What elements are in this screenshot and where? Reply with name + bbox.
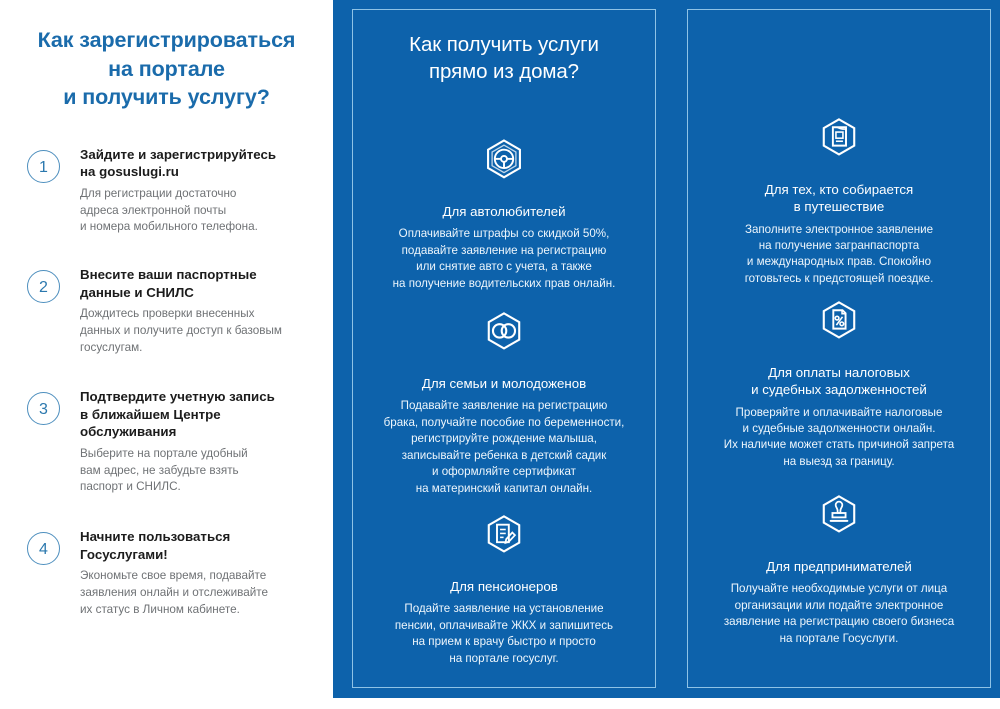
service-card-pensioners [363, 512, 645, 667]
step-title-line: в ближайшем Центре [80, 406, 221, 422]
card-title-line: Для пенсионеров [450, 579, 558, 594]
card-title-line: Для предпринимателей [766, 559, 912, 574]
card-body-line: организации или подайте электронное [734, 598, 944, 612]
card-body [363, 398, 645, 497]
card-title-line: Для семьи и молодоженов [421, 376, 587, 391]
title-line: на портале [108, 56, 225, 81]
step-body-line: данных и получите доступ к базовым [80, 323, 282, 337]
card-title [698, 181, 980, 216]
card-body-line: на портале Госуслуги. [779, 631, 899, 645]
card-body-line: Получайте необходимые услуги от лица [730, 582, 948, 596]
card-body-line: на получение водительских прав онлайн. [392, 276, 616, 290]
service-card-taxes [698, 298, 980, 470]
passport-icon [811, 115, 867, 171]
card-title-line: и судебных задолженностей [751, 382, 927, 398]
step-body [80, 446, 315, 496]
left-column-title [18, 26, 315, 112]
step-title-line: обслуживания [80, 424, 177, 440]
card-body [698, 405, 980, 471]
step-body-line: их статус в Личном кабинете. [80, 602, 240, 616]
service-card-entrepreneurs [698, 492, 980, 647]
services-from-home-panel [352, 9, 656, 688]
step-title-line: Начните пользоваться [80, 528, 231, 544]
panel-title-line: Как получить услуги [409, 33, 599, 56]
step-number-badge: 3 [27, 392, 60, 425]
step-title-line: Зайдите и зарегистрируйтесь [80, 146, 277, 162]
card-body-line: Проверяйте и оплачивайте налоговые [735, 405, 943, 419]
step-number-badge: 1 [27, 150, 60, 183]
step-body-line: и номера мобильного телефона. [80, 220, 258, 234]
step-body-line: заявления онлайн и отслеживайте [80, 585, 268, 599]
middle-panel-title [367, 32, 641, 85]
step-title-line: Внесите ваши паспортные [80, 266, 257, 282]
card-body [698, 581, 980, 647]
card-body-line: на получение загранпаспорта [758, 239, 920, 253]
document-pen-icon [476, 512, 532, 568]
card-body-line: подавайте заявление на регистрацию [401, 243, 607, 257]
step-title [80, 388, 315, 441]
card-body-line: регистрируйте рождение малыша, [411, 432, 597, 446]
card-title [363, 375, 645, 392]
step-item [22, 528, 315, 618]
service-card-motorists [363, 137, 645, 292]
card-title [363, 203, 645, 220]
stamp-icon [811, 492, 867, 548]
wedding-rings-icon [476, 309, 532, 365]
card-body-line: Их наличие может стать причиной запрета [723, 438, 955, 452]
step-body-line: Для регистрации достаточно [80, 187, 237, 201]
step-title [80, 146, 315, 181]
step-body [80, 186, 315, 236]
card-title [363, 578, 645, 595]
card-body-line: Подавайте заявление на регистрацию [400, 399, 608, 413]
card-title-line: в путешествие [793, 199, 885, 215]
steps-list [18, 146, 315, 618]
card-body-line: на портале госуслуг. [449, 651, 559, 665]
step-number-badge: 4 [27, 532, 60, 565]
tax-document-percent-icon [811, 298, 867, 354]
card-body-line: готовьтесь к предстоящей поездке. [744, 271, 934, 285]
service-card-travel [698, 115, 980, 287]
service-card-family [363, 309, 645, 497]
card-title [698, 558, 980, 575]
card-body-line: на прием к врачу быстро и просто [412, 635, 596, 649]
steering-wheel-icon [476, 137, 532, 193]
card-body-line: Оплачивайте штрафы со скидкой 50%, [398, 227, 610, 241]
card-body-line: заявление на регистрацию своего бизнеса [723, 615, 955, 629]
title-line: Как зарегистрироваться [37, 28, 296, 52]
card-body-line: на материнский капитал онлайн. [415, 481, 593, 495]
card-title [698, 364, 980, 399]
step-body-line: паспорт и СНИЛС. [80, 480, 181, 494]
step-title [80, 528, 315, 563]
card-body-line: Заполните электронное заявление [744, 222, 934, 236]
card-body [363, 601, 645, 667]
step-body [80, 306, 315, 356]
card-title-line: Для тех, кто собирается [764, 182, 914, 197]
card-title-line: Для оплаты налоговых [768, 365, 910, 380]
card-body-line: и международных прав. Спокойно [746, 255, 932, 269]
step-body-line: адреса электронной почты [80, 203, 227, 217]
step-body-line: вам адрес, не забудьте взять [80, 463, 239, 477]
step-body [80, 568, 315, 618]
card-body-line: записывайте ребенка в детский садик [401, 448, 607, 462]
step-title-line: на gosuslugi.ru [80, 164, 179, 180]
step-item [22, 388, 315, 496]
title-line: и получить услугу? [63, 85, 270, 110]
card-body [363, 226, 645, 292]
card-body-line: и оформляйте сертификат [432, 465, 576, 479]
step-item [22, 266, 315, 356]
card-body-line: Подайте заявление на установление [404, 602, 604, 616]
step-item [22, 146, 315, 236]
step-body-line: Дождитесь проверки внесенных [80, 307, 255, 321]
step-body-line: Экономьте свое время, подавайте [80, 569, 267, 583]
step-number-badge: 2 [27, 270, 60, 303]
card-body-line: на выезд за границу. [783, 454, 895, 468]
step-body-line: Выберите на портале удобный [80, 447, 248, 461]
card-title-line: Для автолюбителей [442, 204, 566, 219]
card-body-line: или снятие авто с учета, а также [416, 260, 592, 274]
card-body [698, 222, 980, 288]
panel-title-line: прямо из дома? [429, 59, 579, 83]
step-body-line: госуслугам. [80, 340, 143, 354]
step-title-line: Госуслугами! [80, 546, 168, 562]
card-body-line: и судебные задолженности онлайн. [742, 422, 936, 436]
additional-services-panel [687, 9, 991, 688]
step-title [80, 266, 315, 301]
registration-steps-column [0, 0, 333, 706]
step-title-line: данные и СНИЛС [80, 284, 194, 300]
card-body-line: пенсии, оплачивайте ЖКХ и запишитесь [394, 618, 614, 632]
step-title-line: Подтвердите учетную запись [80, 389, 275, 405]
card-body-line: брака, получайте пособие по беременности, [383, 415, 625, 429]
